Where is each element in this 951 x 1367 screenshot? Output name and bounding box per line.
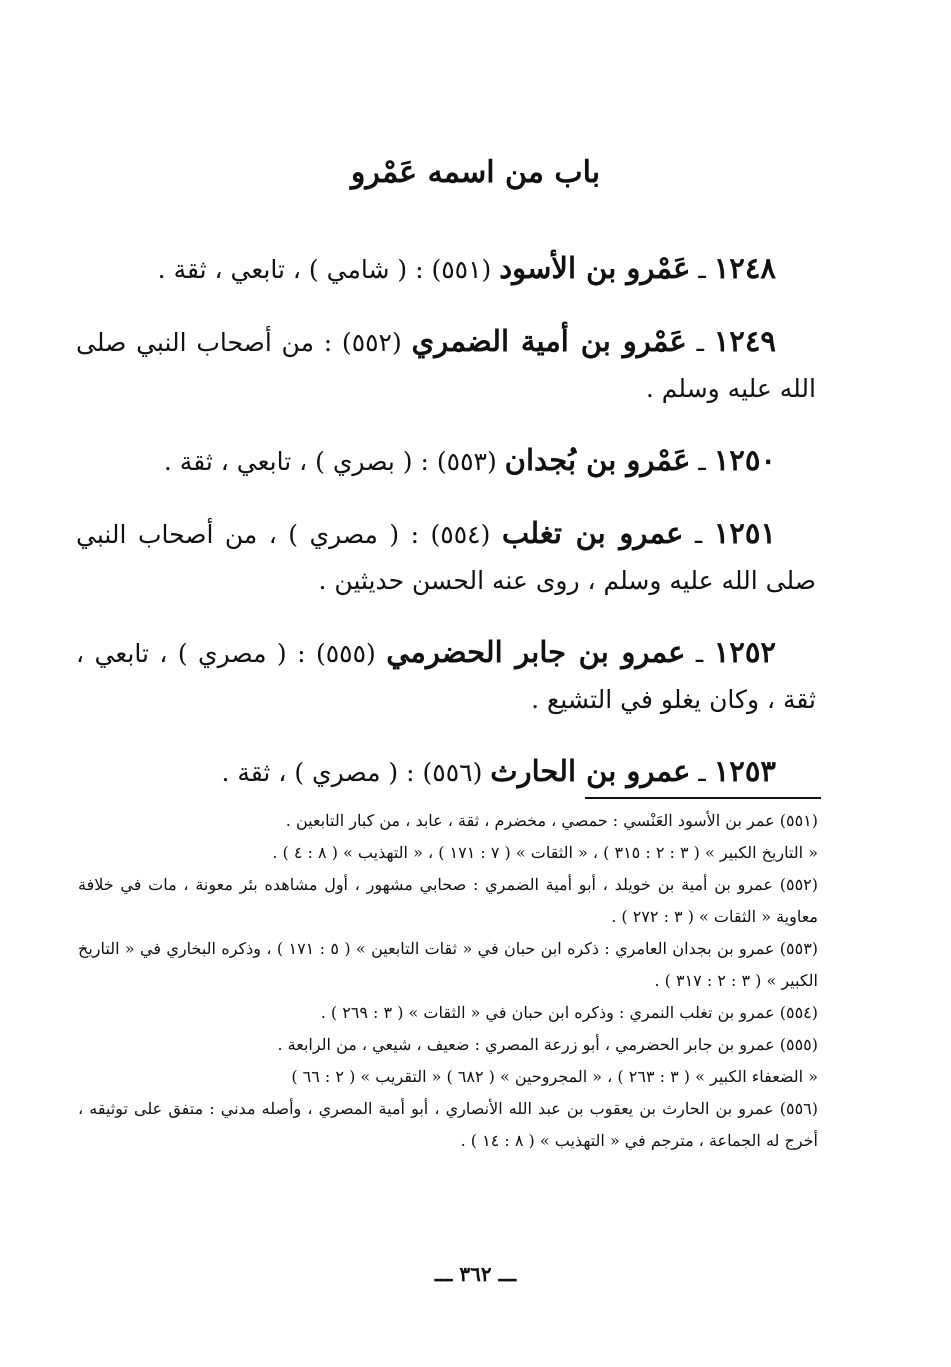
footnotes <box>78 805 818 1157</box>
entry-number: ١٢٥٣ <box>713 754 776 788</box>
entry-name: عمرو بن الحارث <box>490 754 691 788</box>
footnote: (٥٥١) عمر بن الأسود العَنْسي : حمصي ، مخضرم ، ثقة ، عابد ، من كبار التابعين . <box>285 811 818 830</box>
footnote-ref: (٥٥٦) <box>422 758 483 787</box>
entry-name: عَمْرو بن الأسود <box>499 251 691 285</box>
entry-name: عمرو بن جابر الحضرمي <box>386 635 686 669</box>
footnote: (٥٥٤) عمرو بن تغلب النمري : وذكره ابن حبان في « الثقات » ( ٣ : ٢٦٩ ) . <box>320 1003 818 1022</box>
entry-number: ١٢٥٢ <box>713 635 776 669</box>
footnote-ref: (٥٥٤) <box>430 520 491 549</box>
entry-number: ١٢٥٠ <box>713 443 776 477</box>
entry-text: : ( مصري ) ، تابعي ، ثقة ، وكان يغلو في التشيع . <box>76 639 816 714</box>
dash: ـ <box>698 758 706 787</box>
entry <box>76 318 816 412</box>
dash: ـ <box>694 520 703 549</box>
entry <box>76 629 816 723</box>
footnote-divider <box>585 797 821 799</box>
footnote-ref: (٥٥٥) <box>315 639 376 668</box>
dash: ـ <box>698 255 706 284</box>
entries-list <box>76 220 816 816</box>
entry-number: ١٢٥١ <box>713 516 776 550</box>
chapter-title: باب من اسمه عَمْرو <box>350 155 601 190</box>
footnote: (٥٥٦) عمرو بن الحارث بن يعقوب بن عبد الله الأنصاري ، أبو أمية المصري ، وأصله مدني : متفق على توثيقه ، أخرج له الجماعة ، مترجم في « التهذيب » ( ٨ : ١٤ ) . <box>78 1099 818 1150</box>
entry-text: : ( بصري ) ، تابعي ، ثقة . <box>163 447 429 476</box>
entry-text: : من أصحاب النبي صلى الله عليه وسلم . <box>76 328 816 403</box>
footnote: « الضعفاء الكبير » ( ٣ : ٢٦٣ ) ، « المجروحين » ( ٦٨٢ ) « التقريب » ( ٢ : ٦٦ ) <box>291 1067 818 1086</box>
dash: ـ <box>698 447 706 476</box>
entry <box>76 748 816 796</box>
entry-number: ١٢٤٩ <box>713 324 777 358</box>
dash: ـ <box>696 328 704 357</box>
entry <box>76 437 816 485</box>
page-number: ـــ ٣٦٢ ـــ <box>434 1262 517 1286</box>
dash: ـ <box>695 639 704 668</box>
footnote: « التاريخ الكبير » ( ٣ : ٢ : ٣١٥ ) ، « الثقات » ( ٧ : ١٧١ ) ، « التهذيب » ( ٨ : ٤ ) . <box>272 843 818 862</box>
footnote: (٥٥٢) عمرو بن أمية بن خويلد ، أبو أمية الضمري : صحابي مشهور ، أول مشاهده بئر معونة ، مات في خلافة معاوية « الثقات » ( ٣ : ٢٧٢ ) . <box>78 875 819 926</box>
footnote-ref: (٥٥٢) <box>341 328 402 357</box>
footnote-ref: (٥٥١) <box>431 255 492 284</box>
entry-text: : ( مصري ) ، من أصحاب النبي صلى الله عليه وسلم ، روى عنه الحسن حديثين . <box>76 520 816 595</box>
entry-number: ١٢٤٨ <box>713 251 776 285</box>
entry-name: عَمْرو بن بُجدان <box>504 443 691 477</box>
entry-text: : ( مصري ) ، ثقة . <box>221 758 415 787</box>
entry <box>76 510 816 604</box>
footnote: (٥٥٥) عمرو بن جابر الحضرمي ، أبو زرعة المصري : ضعيف ، شيعي ، من الرابعة . <box>277 1035 818 1054</box>
entry-text: : ( شامي ) ، تابعي ، ثقة . <box>157 255 424 284</box>
entry <box>76 245 816 293</box>
footnote-ref: (٥٥٣) <box>436 447 497 476</box>
entry-name: عمرو بن تغلب <box>501 516 684 550</box>
footnote: (٥٥٣) عمرو بن بجدان العامري : ذكره ابن حبان في « ثقات التابعين » ( ٥ : ١٧١ ) ، وذكره البخاري في « التاريخ الكبير » ( ٣ : ٢ : ٣١٧ ) . <box>78 939 819 990</box>
entry-name: عَمْرو بن أمية الضمري <box>411 324 687 358</box>
